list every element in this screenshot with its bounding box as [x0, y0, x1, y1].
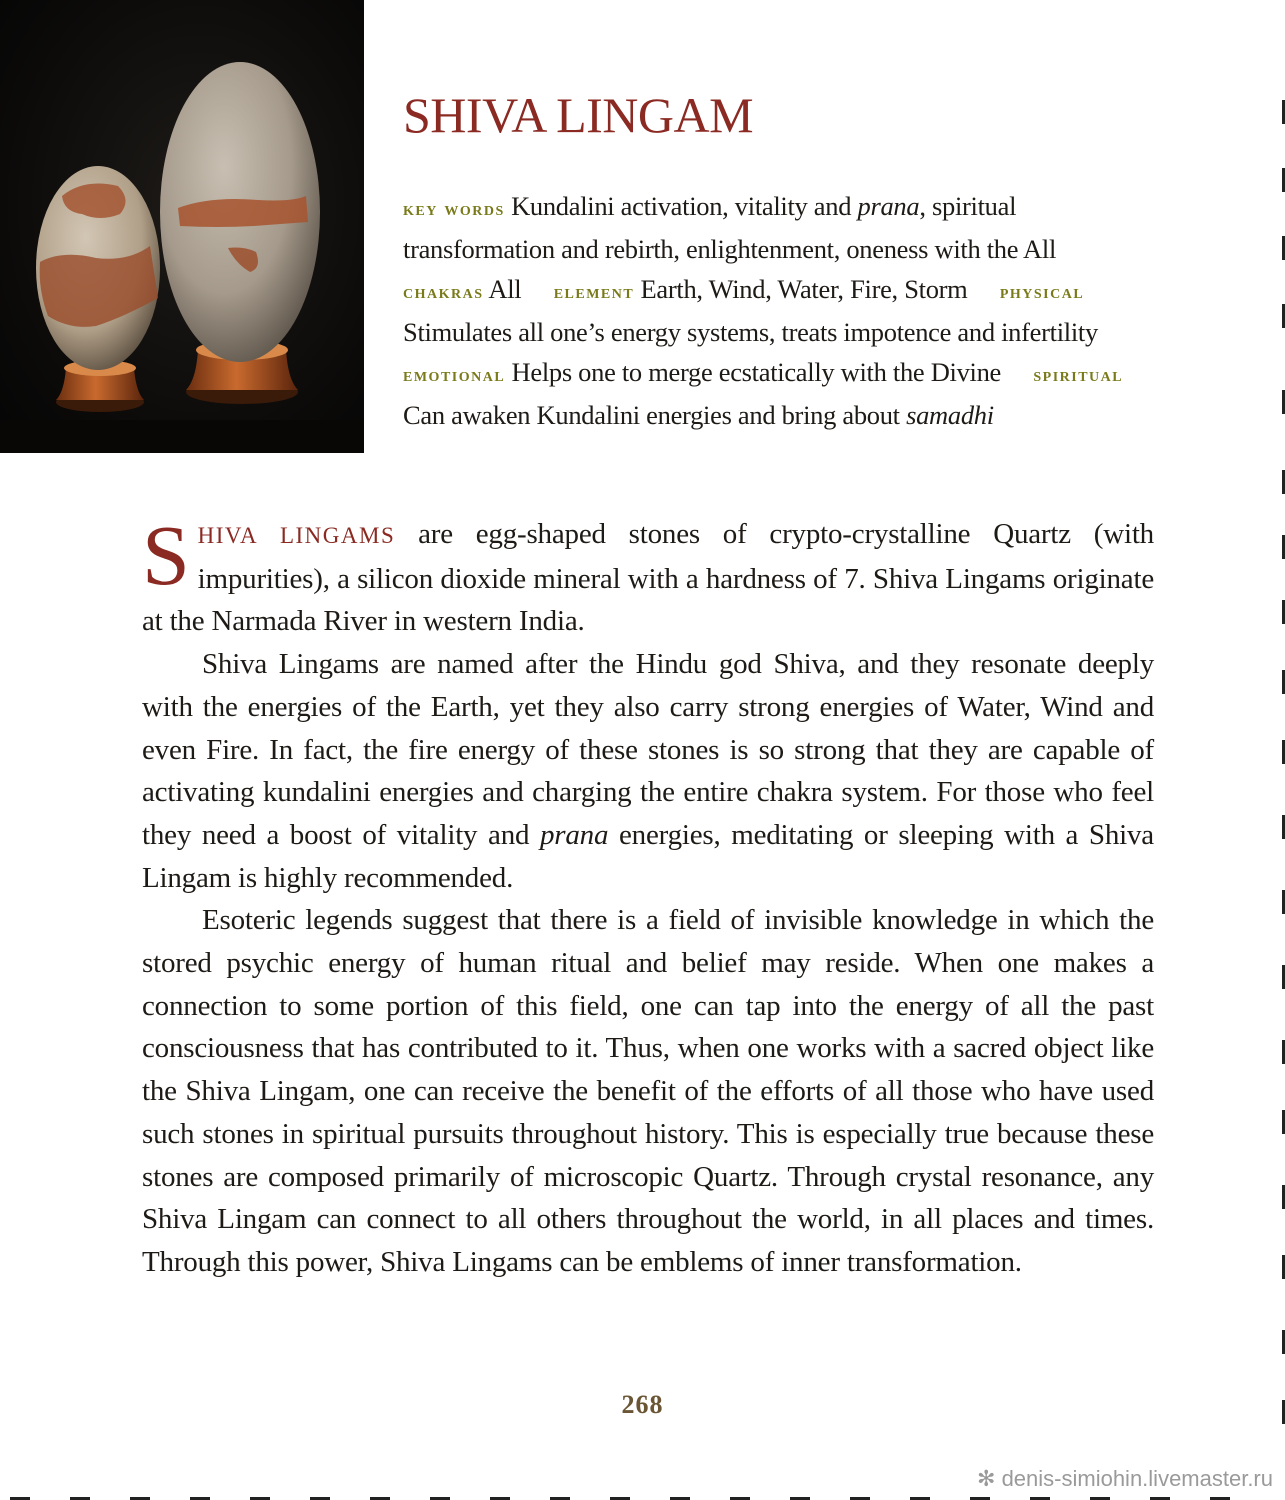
paragraph-2	[142, 643, 1154, 899]
physical-label: physical	[999, 281, 1085, 303]
key-words-text-2: , spiritual transformation and rebirth, enlightenment, oneness with the All	[403, 191, 1057, 264]
drop-cap: S	[142, 507, 190, 603]
paragraph-2-text-2: energies, meditating or sleeping with a Shiva Lingam is highly recommended.	[142, 818, 1154, 894]
paragraph-1-text: are egg-shaped stones of crypto-crystalline Quartz (with impurities), a silicon dioxide mineral with a hardness of 7. Shiva Lingams originate at the Narmada River in western India.	[142, 518, 1154, 638]
paragraph-3: Esoteric legends suggest that there is a field of invisible knowledge in which the stored psychic energy of human ritual and belief may reside. When one makes a connection to some portion of this field, one can tap into the energy of all the past consciousness that has contributed to it. Thus, when one works with a sacred object like the Shiva Lingam, one can receive the benefit of the efforts of all those who have used such stones in spiritual pursuits throughout history. This is especially true because these stones are composed primarily of microscopic Quartz. Through crystal resonance, any Shiva Lingam can connect to all others throughout the world, in all places and times. Through this power, Shiva Lingams can be emblems of inner transformation.	[142, 904, 1154, 1278]
spiritual-value: Can awaken Kundalini energies and bring about	[403, 400, 907, 430]
element-label: element	[553, 281, 635, 303]
key-words-label: key words	[403, 198, 505, 220]
paragraph-2-italic: prana	[540, 818, 609, 851]
crop-marks-right	[1279, 0, 1285, 1500]
spiritual-label: spiritual	[1033, 364, 1124, 386]
lead-small-caps: HIVA LINGAMS	[197, 523, 396, 548]
chakras-label: chakras	[403, 281, 484, 303]
spiritual-italic: samadhi	[906, 400, 994, 430]
watermark[interactable]	[977, 1466, 1273, 1492]
chakras-value: All	[488, 274, 522, 304]
crop-marks-bottom	[0, 1496, 1285, 1500]
emotional-label: emotional	[403, 364, 506, 386]
article-body	[142, 507, 1154, 1284]
paragraph-2-text: Shiva Lingams are named after the Hindu god Shiva, and they resonate deeply with the energies of the Earth, yet they also carry strong energies of Water, Wind and even Fire. In fact, the fire energy of these stones is so strong that they are capable of activating kundalini energies and charging the entire chakra system. For those who feel they need a boost of vitality and	[142, 648, 1154, 851]
key-words-italic: prana	[857, 191, 920, 221]
shiva-lingam-photo	[0, 0, 364, 453]
shiva-lingam-stones-icon	[0, 0, 364, 453]
stone-properties	[403, 186, 1163, 435]
element-value: Earth, Wind, Water, Fire, Storm	[640, 274, 968, 304]
snowflake-icon: ✻	[977, 1466, 996, 1491]
emotional-value: Helps one to merge ecstatically with the Divine	[511, 357, 1002, 387]
paragraph-1	[142, 507, 1154, 643]
watermark-text: denis-simiohin.livemaster.ru	[1001, 1466, 1273, 1491]
physical-value: Stimulates all one’s energy systems, treats impotence and infertility	[403, 317, 1098, 347]
key-words-text: Kundalini activation, vitality and	[511, 191, 858, 221]
page-number: 268	[621, 1390, 664, 1419]
page-title: SHIVA LINGAM	[403, 87, 754, 143]
